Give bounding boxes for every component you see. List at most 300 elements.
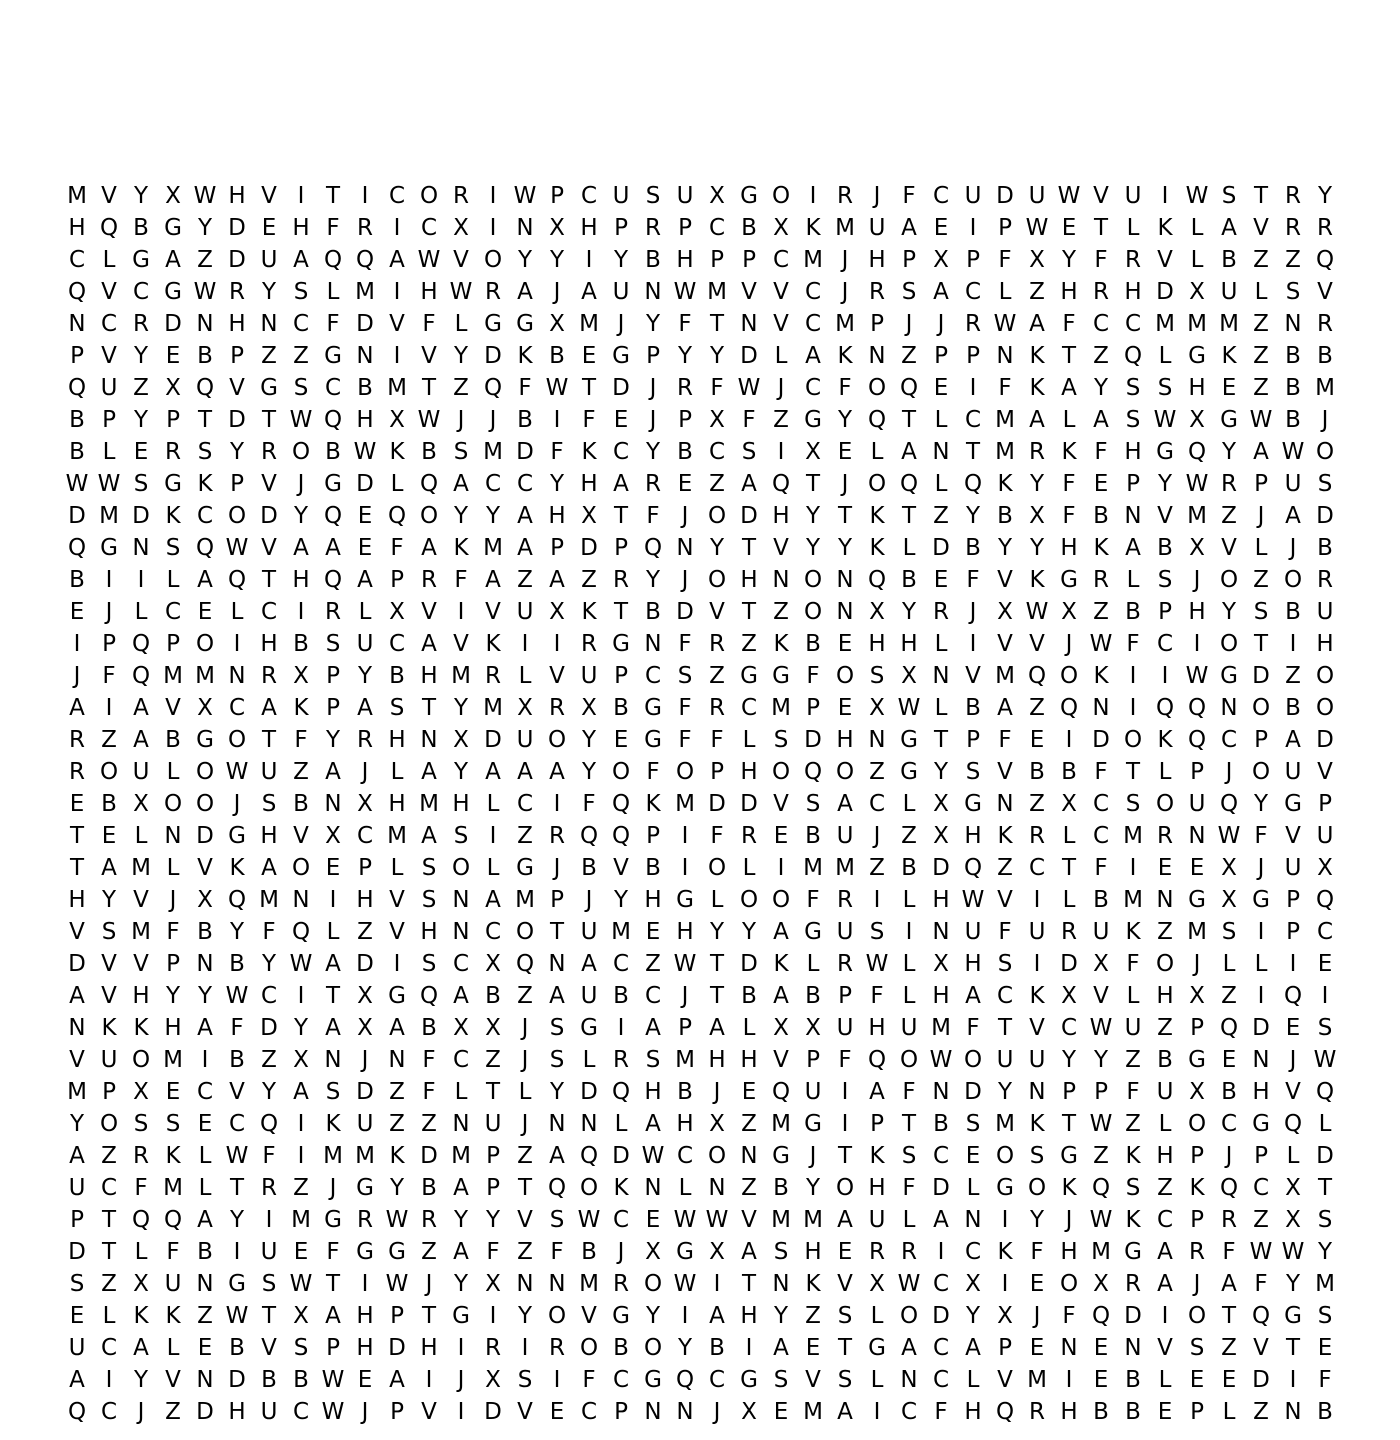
grid-letter[interactable]: P — [1062, 1079, 1076, 1105]
grid-letter[interactable]: A — [325, 535, 341, 561]
grid-letter[interactable]: A — [1285, 727, 1301, 753]
grid-letter[interactable]: I — [457, 1335, 465, 1361]
grid-letter[interactable]: M — [163, 663, 183, 689]
grid-letter[interactable]: A — [709, 1303, 725, 1329]
grid-letter[interactable]: S — [1317, 1207, 1333, 1233]
grid-letter[interactable]: Q — [899, 471, 919, 497]
grid-letter[interactable]: L — [966, 1175, 980, 1201]
grid-letter[interactable]: K — [581, 439, 597, 465]
grid-letter[interactable]: K — [997, 1239, 1013, 1265]
grid-letter[interactable]: Q — [323, 503, 343, 529]
grid-letter[interactable]: I — [105, 1367, 113, 1393]
grid-letter[interactable]: Z — [709, 663, 725, 689]
grid-letter[interactable]: R — [965, 311, 981, 337]
grid-letter[interactable]: M — [675, 1047, 695, 1073]
grid-letter[interactable]: H — [804, 1239, 822, 1265]
grid-letter[interactable]: Y — [197, 983, 213, 1009]
grid-letter[interactable]: X — [869, 695, 885, 721]
grid-letter[interactable]: H — [676, 247, 694, 273]
grid-letter[interactable]: I — [1129, 663, 1137, 689]
grid-letter[interactable]: K — [101, 1015, 117, 1041]
grid-letter[interactable]: O — [227, 503, 247, 529]
grid-letter[interactable]: H — [740, 759, 758, 785]
grid-letter[interactable]: M — [451, 1143, 471, 1169]
grid-letter[interactable]: A — [453, 983, 469, 1009]
grid-letter[interactable]: E — [165, 343, 181, 369]
grid-letter[interactable]: X — [869, 1271, 885, 1297]
grid-letter[interactable]: K — [837, 343, 853, 369]
grid-letter[interactable]: B — [1125, 1367, 1141, 1393]
grid-letter[interactable]: S — [1317, 1303, 1333, 1329]
grid-letter[interactable]: U — [1316, 599, 1334, 625]
grid-letter[interactable]: Z — [517, 1239, 533, 1265]
grid-letter[interactable]: A — [805, 343, 821, 369]
grid-letter[interactable]: A — [421, 823, 437, 849]
grid-letter[interactable]: T — [1317, 1175, 1333, 1201]
grid-letter[interactable]: S — [645, 1047, 661, 1073]
grid-letter[interactable]: A — [773, 983, 789, 1009]
grid-letter[interactable]: F — [998, 727, 1012, 753]
grid-letter[interactable]: W — [225, 535, 249, 561]
grid-letter[interactable]: M — [771, 1111, 791, 1137]
grid-letter[interactable]: E — [933, 215, 949, 241]
grid-letter[interactable]: D — [964, 1079, 982, 1105]
grid-letter[interactable]: A — [389, 247, 405, 273]
grid-letter[interactable]: S — [1317, 1015, 1333, 1041]
grid-letter[interactable]: N — [452, 1111, 470, 1137]
grid-letter[interactable]: I — [393, 343, 401, 369]
grid-letter[interactable]: B — [677, 1079, 693, 1105]
grid-letter[interactable]: T — [261, 567, 277, 593]
grid-letter[interactable]: D — [740, 791, 758, 817]
grid-letter[interactable]: E — [197, 599, 213, 625]
grid-letter[interactable]: S — [133, 1111, 149, 1137]
grid-letter[interactable]: J — [1225, 1143, 1233, 1169]
grid-letter[interactable]: A — [421, 759, 437, 785]
grid-letter[interactable]: D — [740, 343, 758, 369]
grid-letter[interactable]: W — [865, 951, 889, 977]
grid-letter[interactable]: R — [869, 279, 885, 305]
grid-letter[interactable]: O — [291, 855, 311, 881]
grid-letter[interactable]: I — [521, 1335, 529, 1361]
grid-letter[interactable]: S — [773, 1239, 789, 1265]
grid-letter[interactable]: K — [1029, 343, 1045, 369]
grid-letter[interactable]: L — [102, 247, 116, 273]
grid-letter[interactable]: X — [133, 791, 149, 817]
grid-letter[interactable]: S — [837, 1303, 853, 1329]
grid-letter[interactable]: T — [1253, 631, 1269, 657]
grid-letter[interactable]: X — [1029, 247, 1045, 273]
grid-letter[interactable]: C — [1028, 855, 1046, 881]
grid-letter[interactable]: R — [837, 887, 853, 913]
grid-letter[interactable]: U — [836, 1015, 854, 1041]
grid-letter[interactable]: N — [772, 1271, 790, 1297]
grid-letter[interactable]: P — [646, 343, 660, 369]
grid-letter[interactable]: C — [804, 311, 822, 337]
grid-letter[interactable]: C — [132, 279, 150, 305]
grid-letter[interactable]: B — [1285, 343, 1301, 369]
grid-letter[interactable]: N — [644, 631, 662, 657]
grid-letter[interactable]: T — [709, 951, 725, 977]
grid-letter[interactable]: F — [646, 759, 660, 785]
grid-letter[interactable]: R — [837, 183, 853, 209]
grid-letter[interactable]: W — [1249, 1239, 1273, 1265]
grid-letter[interactable]: I — [489, 183, 497, 209]
grid-letter[interactable]: L — [486, 791, 500, 817]
grid-letter[interactable]: W — [1089, 1015, 1113, 1041]
grid-letter[interactable]: X — [389, 407, 405, 433]
grid-letter[interactable]: L — [870, 439, 884, 465]
grid-letter[interactable]: J — [809, 1143, 817, 1169]
grid-letter[interactable]: J — [841, 247, 849, 273]
grid-letter[interactable]: H — [868, 631, 886, 657]
grid-letter[interactable]: P — [1286, 887, 1300, 913]
grid-letter[interactable]: O — [1219, 567, 1239, 593]
grid-letter[interactable]: U — [260, 759, 278, 785]
grid-letter[interactable]: C — [964, 407, 982, 433]
grid-letter[interactable]: J — [585, 887, 593, 913]
grid-letter[interactable]: C — [1220, 1111, 1238, 1137]
grid-letter[interactable]: T — [197, 407, 213, 433]
grid-letter[interactable]: D — [356, 311, 374, 337]
grid-letter[interactable]: W — [1089, 1207, 1113, 1233]
grid-letter[interactable]: A — [1029, 407, 1045, 433]
grid-letter[interactable]: T — [965, 439, 981, 465]
grid-letter[interactable]: N — [324, 791, 342, 817]
grid-letter[interactable]: M — [803, 1207, 823, 1233]
grid-letter[interactable]: X — [1317, 855, 1333, 881]
grid-letter[interactable]: H — [644, 1079, 662, 1105]
grid-letter[interactable]: O — [771, 759, 791, 785]
grid-letter[interactable]: J — [873, 183, 881, 209]
grid-letter[interactable]: X — [549, 599, 565, 625]
grid-letter[interactable]: M — [1187, 503, 1207, 529]
grid-letter[interactable]: H — [740, 567, 758, 593]
grid-letter[interactable]: B — [549, 343, 565, 369]
grid-letter[interactable]: G — [868, 1335, 886, 1361]
grid-letter[interactable]: O — [707, 503, 727, 529]
grid-letter[interactable]: G — [900, 727, 918, 753]
grid-letter[interactable]: J — [73, 663, 81, 689]
grid-letter[interactable]: A — [645, 1015, 661, 1041]
grid-letter[interactable]: K — [997, 823, 1013, 849]
grid-letter[interactable]: U — [964, 919, 982, 945]
grid-letter[interactable]: S — [549, 1015, 565, 1041]
grid-letter[interactable]: Y — [1317, 183, 1333, 209]
grid-letter[interactable]: L — [1254, 535, 1268, 561]
grid-letter[interactable]: C — [1092, 823, 1110, 849]
grid-letter[interactable]: T — [613, 599, 629, 625]
grid-letter[interactable]: F — [1094, 759, 1108, 785]
grid-letter[interactable]: R — [69, 727, 85, 753]
grid-letter[interactable]: E — [1029, 727, 1045, 753]
grid-letter[interactable]: U — [260, 1399, 278, 1425]
grid-letter[interactable]: Z — [197, 1303, 213, 1329]
grid-letter[interactable]: F — [806, 887, 820, 913]
grid-letter[interactable]: N — [1156, 887, 1174, 913]
grid-letter[interactable]: U — [1316, 823, 1334, 849]
grid-letter[interactable]: N — [228, 663, 246, 689]
grid-letter[interactable]: B — [965, 695, 981, 721]
grid-letter[interactable]: Z — [517, 1143, 533, 1169]
grid-letter[interactable]: H — [420, 279, 438, 305]
grid-letter[interactable]: Z — [1253, 1207, 1269, 1233]
grid-letter[interactable]: B — [1157, 535, 1173, 561]
grid-letter[interactable]: N — [1028, 1079, 1046, 1105]
grid-letter[interactable]: I — [425, 1367, 433, 1393]
grid-letter[interactable]: G — [740, 663, 758, 689]
grid-letter[interactable]: F — [1318, 1367, 1332, 1393]
grid-letter[interactable]: E — [1189, 855, 1205, 881]
grid-letter[interactable]: C — [932, 183, 950, 209]
grid-letter[interactable]: N — [1124, 503, 1142, 529]
grid-letter[interactable]: F — [966, 1015, 980, 1041]
grid-letter[interactable]: H — [1156, 1143, 1174, 1169]
grid-letter[interactable]: Z — [741, 631, 757, 657]
grid-letter[interactable]: R — [485, 1335, 501, 1361]
grid-letter[interactable]: H — [292, 567, 310, 593]
grid-letter[interactable]: G — [484, 311, 502, 337]
grid-letter[interactable]: R — [165, 439, 181, 465]
grid-letter[interactable]: C — [1316, 919, 1334, 945]
grid-letter[interactable]: Y — [837, 535, 853, 561]
grid-letter[interactable]: X — [805, 439, 821, 465]
grid-letter[interactable]: V — [1029, 631, 1045, 657]
grid-letter[interactable]: Q — [131, 663, 151, 689]
grid-letter[interactable]: F — [326, 311, 340, 337]
grid-letter[interactable]: Y — [325, 727, 341, 753]
grid-letter[interactable]: X — [357, 791, 373, 817]
grid-letter[interactable]: D — [612, 1143, 630, 1169]
grid-letter[interactable]: L — [742, 727, 756, 753]
grid-letter[interactable]: K — [869, 535, 885, 561]
grid-letter[interactable]: J — [1289, 1047, 1297, 1073]
grid-letter[interactable]: L — [1190, 247, 1204, 273]
grid-letter[interactable]: G — [1188, 343, 1206, 369]
grid-letter[interactable]: I — [201, 1047, 209, 1073]
grid-letter[interactable]: C — [292, 311, 310, 337]
grid-letter[interactable]: E — [741, 1079, 757, 1105]
grid-letter[interactable]: Z — [1157, 1015, 1173, 1041]
grid-letter[interactable]: A — [549, 983, 565, 1009]
grid-letter[interactable]: A — [965, 983, 981, 1009]
grid-letter[interactable]: C — [388, 183, 406, 209]
grid-letter[interactable]: B — [261, 1367, 277, 1393]
grid-letter[interactable]: U — [1092, 919, 1110, 945]
grid-letter[interactable]: G — [644, 695, 662, 721]
grid-letter[interactable]: R — [613, 1271, 629, 1297]
grid-letter[interactable]: O — [899, 1303, 919, 1329]
grid-letter[interactable]: N — [420, 727, 438, 753]
grid-letter[interactable]: X — [357, 983, 373, 1009]
grid-letter[interactable]: S — [325, 1079, 341, 1105]
grid-letter[interactable]: P — [870, 311, 884, 337]
grid-letter[interactable]: F — [294, 727, 308, 753]
grid-letter[interactable]: V — [549, 663, 565, 689]
grid-letter[interactable]: T — [901, 503, 917, 529]
grid-letter[interactable]: O — [1283, 567, 1303, 593]
grid-letter[interactable]: T — [101, 1239, 117, 1265]
grid-letter[interactable]: A — [613, 471, 629, 497]
grid-letter[interactable]: T — [1221, 1303, 1237, 1329]
grid-letter[interactable]: C — [708, 215, 726, 241]
grid-letter[interactable]: X — [165, 375, 181, 401]
grid-letter[interactable]: M — [803, 1399, 823, 1425]
grid-letter[interactable]: V — [261, 535, 277, 561]
grid-letter[interactable]: G — [324, 1207, 342, 1233]
grid-letter[interactable]: Q — [1091, 1175, 1111, 1201]
grid-letter[interactable]: I — [393, 215, 401, 241]
grid-letter[interactable]: T — [69, 855, 85, 881]
grid-letter[interactable]: D — [516, 439, 534, 465]
grid-letter[interactable]: J — [1033, 1303, 1041, 1329]
grid-letter[interactable]: Y — [709, 919, 725, 945]
grid-letter[interactable]: E — [1093, 1335, 1109, 1361]
grid-letter[interactable]: O — [579, 1335, 599, 1361]
grid-letter[interactable]: D — [1316, 1143, 1334, 1169]
grid-letter[interactable]: V — [421, 1399, 437, 1425]
grid-letter[interactable]: I — [297, 599, 305, 625]
grid-letter[interactable]: S — [965, 759, 981, 785]
grid-letter[interactable]: H — [1188, 599, 1206, 625]
grid-letter[interactable]: O — [835, 759, 855, 785]
grid-letter[interactable]: T — [325, 1271, 341, 1297]
grid-letter[interactable]: S — [69, 1271, 85, 1297]
grid-letter[interactable]: P — [1254, 471, 1268, 497]
grid-letter[interactable]: D — [228, 247, 246, 273]
grid-letter[interactable]: O — [707, 567, 727, 593]
grid-letter[interactable]: K — [1157, 727, 1173, 753]
grid-letter[interactable]: P — [934, 343, 948, 369]
grid-letter[interactable]: G — [1124, 1239, 1142, 1265]
grid-letter[interactable]: A — [901, 215, 917, 241]
grid-letter[interactable]: S — [741, 439, 757, 465]
grid-letter[interactable]: B — [197, 919, 213, 945]
grid-letter[interactable]: P — [70, 343, 84, 369]
grid-letter[interactable]: J — [713, 1079, 721, 1105]
grid-letter[interactable]: G — [804, 407, 822, 433]
grid-letter[interactable]: B — [229, 951, 245, 977]
grid-letter[interactable]: O — [707, 855, 727, 881]
grid-letter[interactable]: X — [165, 183, 181, 209]
grid-letter[interactable]: B — [421, 1175, 437, 1201]
grid-letter[interactable]: C — [196, 503, 214, 529]
grid-letter[interactable]: I — [361, 1271, 369, 1297]
grid-letter[interactable]: S — [1317, 471, 1333, 497]
grid-letter[interactable]: K — [517, 343, 533, 369]
grid-letter[interactable]: I — [681, 855, 689, 881]
grid-letter[interactable]: N — [452, 887, 470, 913]
grid-letter[interactable]: F — [454, 567, 468, 593]
grid-letter[interactable]: V — [133, 951, 149, 977]
grid-letter[interactable]: L — [934, 471, 948, 497]
grid-letter[interactable]: Y — [549, 247, 565, 273]
grid-letter[interactable]: V — [229, 1079, 245, 1105]
grid-letter[interactable]: G — [164, 215, 182, 241]
grid-letter[interactable]: X — [997, 599, 1013, 625]
grid-letter[interactable]: N — [964, 1207, 982, 1233]
grid-letter[interactable]: Y — [1221, 439, 1237, 465]
grid-letter[interactable]: E — [101, 823, 117, 849]
grid-letter[interactable]: N — [196, 311, 214, 337]
grid-letter[interactable]: V — [421, 343, 437, 369]
grid-letter[interactable]: C — [612, 951, 630, 977]
grid-letter[interactable]: V — [101, 343, 117, 369]
grid-letter[interactable]: R — [1061, 919, 1077, 945]
grid-letter[interactable]: Z — [901, 823, 917, 849]
grid-letter[interactable]: G — [996, 1175, 1014, 1201]
grid-letter[interactable]: B — [613, 1335, 629, 1361]
grid-letter[interactable]: D — [228, 215, 246, 241]
grid-letter[interactable]: H — [1316, 631, 1334, 657]
grid-letter[interactable]: Z — [1253, 247, 1269, 273]
grid-letter[interactable]: F — [678, 695, 692, 721]
grid-letter[interactable]: G — [612, 631, 630, 657]
grid-letter[interactable]: C — [1156, 631, 1174, 657]
grid-letter[interactable]: R — [677, 375, 693, 401]
grid-letter[interactable]: X — [293, 663, 309, 689]
grid-letter[interactable]: D — [68, 503, 86, 529]
grid-letter[interactable]: G — [356, 1175, 374, 1201]
grid-letter[interactable]: Y — [1029, 471, 1045, 497]
grid-letter[interactable]: P — [166, 631, 180, 657]
grid-letter[interactable]: P — [486, 1143, 500, 1169]
grid-letter[interactable]: S — [773, 727, 789, 753]
grid-letter[interactable]: Y — [261, 1079, 277, 1105]
grid-letter[interactable]: X — [1061, 599, 1077, 625]
grid-letter[interactable]: S — [517, 1367, 533, 1393]
grid-letter[interactable]: M — [483, 535, 503, 561]
grid-letter[interactable]: B — [901, 567, 917, 593]
grid-letter[interactable]: Z — [1093, 599, 1109, 625]
grid-letter[interactable]: C — [740, 695, 758, 721]
grid-letter[interactable]: E — [1189, 1367, 1205, 1393]
grid-letter[interactable]: V — [1157, 247, 1173, 273]
grid-letter[interactable]: Q — [611, 1079, 631, 1105]
grid-letter[interactable]: Y — [549, 1079, 565, 1105]
grid-letter[interactable]: Q — [1283, 1111, 1303, 1137]
grid-letter[interactable]: C — [356, 823, 374, 849]
grid-letter[interactable]: F — [806, 663, 820, 689]
grid-letter[interactable]: I — [1033, 887, 1041, 913]
grid-letter[interactable]: V — [261, 1335, 277, 1361]
grid-letter[interactable]: U — [580, 919, 598, 945]
grid-letter[interactable]: W — [65, 471, 89, 497]
grid-letter[interactable]: C — [100, 311, 118, 337]
grid-letter[interactable]: B — [645, 599, 661, 625]
grid-letter[interactable]: B — [357, 375, 373, 401]
grid-letter[interactable]: B — [1285, 407, 1301, 433]
grid-letter[interactable]: A — [517, 535, 533, 561]
grid-letter[interactable]: D — [260, 1015, 278, 1041]
grid-letter[interactable]: D — [932, 1303, 950, 1329]
grid-letter[interactable]: Z — [101, 1143, 117, 1169]
grid-letter[interactable]: E — [197, 1335, 213, 1361]
grid-letter[interactable]: P — [1094, 1079, 1108, 1105]
grid-letter[interactable]: X — [1285, 1207, 1301, 1233]
grid-letter[interactable]: K — [1061, 439, 1077, 465]
grid-letter[interactable]: F — [998, 247, 1012, 273]
grid-letter[interactable]: F — [262, 919, 276, 945]
grid-letter[interactable]: N — [932, 663, 950, 689]
grid-letter[interactable]: I — [137, 567, 145, 593]
grid-letter[interactable]: G — [740, 1367, 758, 1393]
grid-letter[interactable]: F — [1094, 247, 1108, 273]
grid-letter[interactable]: I — [489, 215, 497, 241]
grid-letter[interactable]: M — [355, 1143, 375, 1169]
grid-letter[interactable]: Z — [453, 375, 469, 401]
grid-letter[interactable]: O — [1251, 759, 1271, 785]
